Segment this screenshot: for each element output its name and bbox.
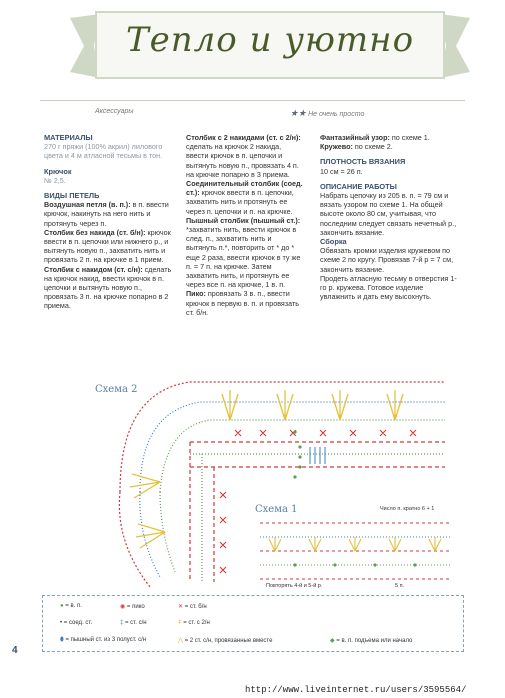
sc-definition: Столбик без накида (ст. б/н): крючок ввести в п. цепочки или нижнего р., и вытянуть новую п., захватить нить и провязать 2 п. на крючке в 1 прием. <box>44 227 171 265</box>
source-url: http://www.liveinternet.ru/users/3595564/ <box>245 685 467 695</box>
stitch-multiple: Число п. кратно 6 + 1 <box>380 506 435 512</box>
density-text: 10 см = 26 п. <box>320 166 363 176</box>
legend-lift: ◆ = в. п. подъема или начало <box>330 638 413 644</box>
legend-dc2tog: ⋀ = 2 ст. с/н, провязанные вместе <box>178 638 273 644</box>
ss-icon: • <box>60 620 63 626</box>
fancy-pattern: Фантазийный узор: по схеме 1. <box>320 133 430 142</box>
sc-icon: ✕ <box>178 604 184 610</box>
legend-puff: ⬮ = пышный ст. из 3 полуст. с/н <box>60 637 147 643</box>
assembly-heading: Сборка <box>320 237 347 247</box>
work-heading: ОПИСАНИЕ РАБОТЫ <box>320 181 397 191</box>
tr-icon: ǂ <box>178 620 182 626</box>
ribbon-text: Продеть атласную тесьму в отверстия 1-го р. кружева. Готовое изделие увлажнить и дать ему высохнуть. <box>320 273 457 302</box>
repeat-note: Повторять 4-й и 5-й р. <box>266 583 323 589</box>
legend-ss: • = соед. ст. <box>60 620 93 626</box>
start-icon: ◆ <box>330 638 335 644</box>
hook-text: № 2,5. <box>44 175 66 185</box>
legend-picot: ◉ = пико <box>120 604 145 610</box>
difficulty-text: Не очень просто <box>308 111 365 118</box>
work-text: Набрать цепочку из 205 в. п. = 79 см и вязать узором по схеме 1. На общей высоте около 80 см, учитывая, что последним следует связать нечетный р., закончить вязание. <box>320 191 457 237</box>
divider <box>40 100 465 101</box>
hook-heading: Крючок <box>44 166 72 176</box>
legend-chain: ● = в. п. <box>60 603 82 609</box>
ss-definition: Соединительный столбик (соед. ст.): крючок ввести в п. цепочки, захватить нить и протянуть ее через п. цепочки и п. на крючке. <box>186 179 303 216</box>
scheme-1-label: Схема 1 <box>255 504 298 515</box>
column-3 <box>320 133 460 301</box>
assembly-text: Обвязать кромки изделия кружевом по схеме 2 по кругу. Провязав 7-й р = 7 см, закончить вязание. <box>320 246 454 274</box>
page-number: 4 <box>12 645 18 656</box>
category-label: Аксессуары <box>95 108 134 115</box>
difficulty-stars: ★★ <box>290 108 307 118</box>
dc-icon: ‡ <box>120 620 124 626</box>
materials-heading: МАТЕРИАЛЫ <box>44 133 93 142</box>
picot-icon: ◉ <box>120 604 126 610</box>
tr-definition: Столбик с 2 накидами (ст. с 2/н): сделать на крючок 2 накида, ввести крючок в п. цепочки и вытянуть новую п., провязать 4 п. на крючке попарно в 3 приема. <box>186 133 301 179</box>
column-2 <box>186 133 304 317</box>
puff-definition: Пышный столбик (пышный ст.): *захватить нить, ввести крючок в след. п., захватить нить и вытянуть п.*, повторить от * до * еще 2 раза, ввести крючок в ту же п. = 7 п. на крючке. Затем захватить нить, и протянуть ее через все п. на крючке, 1 в. п. <box>186 215 301 290</box>
dc2tog-icon: ⋀ <box>178 638 183 644</box>
chain-definition: Воздушная петля (в. п.): в п. ввести крючок, накинуть на него нить и протянуть через п. <box>44 200 169 228</box>
legend-tr: ǂ = ст. с 2/н <box>178 620 210 626</box>
picot-definition: Пико: провязать 3 в. п., ввести крючок в первую в. п. и провязать ст. б/н. <box>186 289 299 317</box>
scheme-2-label: Схема 2 <box>95 384 138 395</box>
page-title: Тепло и уютно <box>125 20 415 60</box>
materials-text: 270 г пряжи (100% акрил) лилового цвета и 4 м атласной тесьмы в тон. <box>44 142 163 161</box>
difficulty <box>290 108 364 119</box>
legend-sc: ✕ = ст. б/н <box>178 604 207 610</box>
lace-pattern: Кружево: по схеме 2. <box>320 142 393 152</box>
puff-icon: ⬮ <box>60 637 64 643</box>
density-heading: ПЛОТНОСТЬ ВЯЗАНИЯ <box>320 157 406 167</box>
legend-dc: ‡ = ст. с/н <box>120 620 147 626</box>
loops-heading: ВИДЫ ПЕТЕЛЬ <box>44 191 100 201</box>
five-stitches-note: 5 п. <box>395 583 405 589</box>
chain-icon: ● <box>60 603 64 609</box>
column-1 <box>44 133 176 311</box>
dc-definition: Столбик с накидом (ст. с/н): сделать на крючок накид, ввести крючок в п. цепочки и вытянуть новую п., провязать 3 п. на крючке попарно в 2 приема. <box>44 264 172 311</box>
